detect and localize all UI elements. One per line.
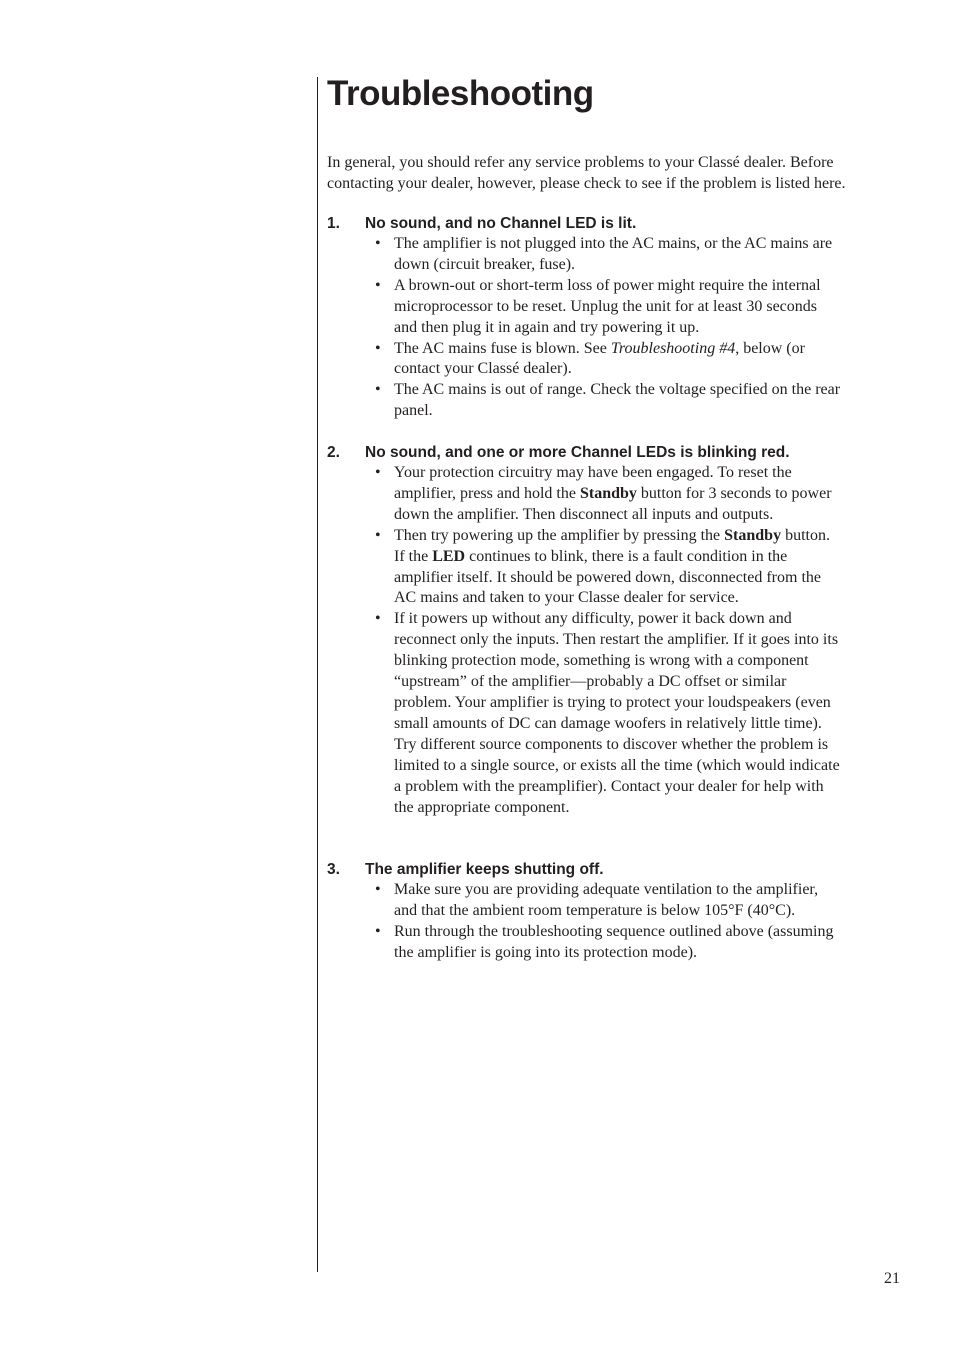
- item-text: If it powers up without any difficulty, power it back down and reconnect only the inputs. Then restart the amplifier. If it goes into its blinking protection mode, something is wrong with a component “upstream” of the amplifier—probably a DC offset or similar problem. Your amplifier is trying to protect your loudspeakers (even small amounts of DC can damage woofers in relatively little time). Try different source components to discover whether the problem is limited to a single source, or exists all the time (which would indicate a problem with the preamplifier). Contact your dealer for help with the appropriate component.: [394, 610, 840, 816]
- bullet-icon: •: [375, 235, 381, 252]
- troubleshooting-reference: Troubleshooting #4: [610, 339, 736, 357]
- bullet-icon: •: [375, 922, 381, 940]
- list-item: [327, 526, 842, 610]
- page-number: 21: [884, 1270, 900, 1287]
- intro-paragraph: In general, you should refer any service problems to your Classé dealer. Before contacting your dealer, however, please check to see if the problem is listed here.: [327, 154, 846, 192]
- item-text: The AC mains fuse is blown. See: [394, 339, 611, 357]
- item-text: continues to blink, there is a fault condition in the amplifier itself. It should be powered down, disconnected from the AC mains and taken to your Classe dealer for service.: [394, 547, 821, 607]
- list-item: [327, 276, 842, 339]
- led-label: LED: [432, 547, 466, 565]
- list-item: [327, 922, 842, 964]
- standby-label: Standby: [579, 484, 637, 502]
- list-item: [327, 463, 842, 526]
- section-title: The amplifier keeps shutting off.: [365, 861, 604, 878]
- margin-rule: [317, 77, 318, 1272]
- section-number: 3.: [327, 861, 340, 878]
- standby-label: Standby: [724, 526, 782, 544]
- bullet-icon: •: [375, 339, 381, 357]
- list-item: [327, 880, 842, 922]
- bullet-icon: •: [375, 381, 381, 399]
- section-number: 1.: [327, 215, 340, 232]
- item-text: button. If the: [394, 526, 830, 565]
- item-text: button for 3 seconds to power down the amplifier. Then disconnect all inputs and outputs.: [394, 484, 832, 523]
- item-text: Run through the troubleshooting sequence outlined above (assuming the amplifier is going into its protection mode).: [394, 922, 834, 961]
- section-number: 2.: [327, 444, 340, 461]
- bullet-icon: •: [375, 276, 381, 294]
- bullet-icon: •: [375, 464, 381, 481]
- section-title: No sound, and no Channel LED is lit.: [365, 215, 637, 232]
- item-text: The AC mains is out of range. Check the voltage specified on the rear panel.: [394, 381, 841, 420]
- item-text: A brown-out or short-term loss of power might require the internal microprocessor to be reset. Unplug the unit for at least 30 seconds and then plug it in again and try powering it up.: [394, 276, 821, 336]
- bullet-icon: •: [375, 610, 381, 628]
- section-title: No sound, and one or more Channel LEDs is blinking red.: [365, 444, 790, 461]
- item-text: , below (or contact your Classé dealer).: [394, 339, 805, 378]
- bullet-list: [327, 234, 887, 422]
- list-item: [327, 380, 842, 422]
- item-text: The amplifier is not plugged into the AC mains, or the AC mains are down (circuit breaker, fuse).: [394, 235, 833, 273]
- bullet-list: [327, 463, 887, 818]
- item-text: Your protection circuitry may have been engaged. To reset the amplifier, press and hold the: [394, 464, 792, 502]
- section-3: [327, 859, 887, 964]
- section-2: [327, 442, 887, 818]
- section-heading: [327, 859, 887, 880]
- bullet-icon: •: [375, 881, 381, 898]
- list-item: [327, 339, 842, 381]
- item-text: Then try powering up the amplifier by pressing the: [394, 526, 725, 544]
- section-heading: [327, 213, 887, 234]
- bullet-list: [327, 880, 887, 964]
- list-item: [327, 234, 842, 276]
- item-text: Make sure you are providing adequate ventilation to the amplifier, and that the ambient room temperature is below 105°F (40°C).: [394, 881, 819, 919]
- section-1: [327, 213, 887, 422]
- page-title: Troubleshooting: [327, 74, 594, 113]
- bullet-icon: •: [375, 526, 381, 544]
- list-item: [327, 609, 842, 818]
- section-heading: [327, 442, 887, 463]
